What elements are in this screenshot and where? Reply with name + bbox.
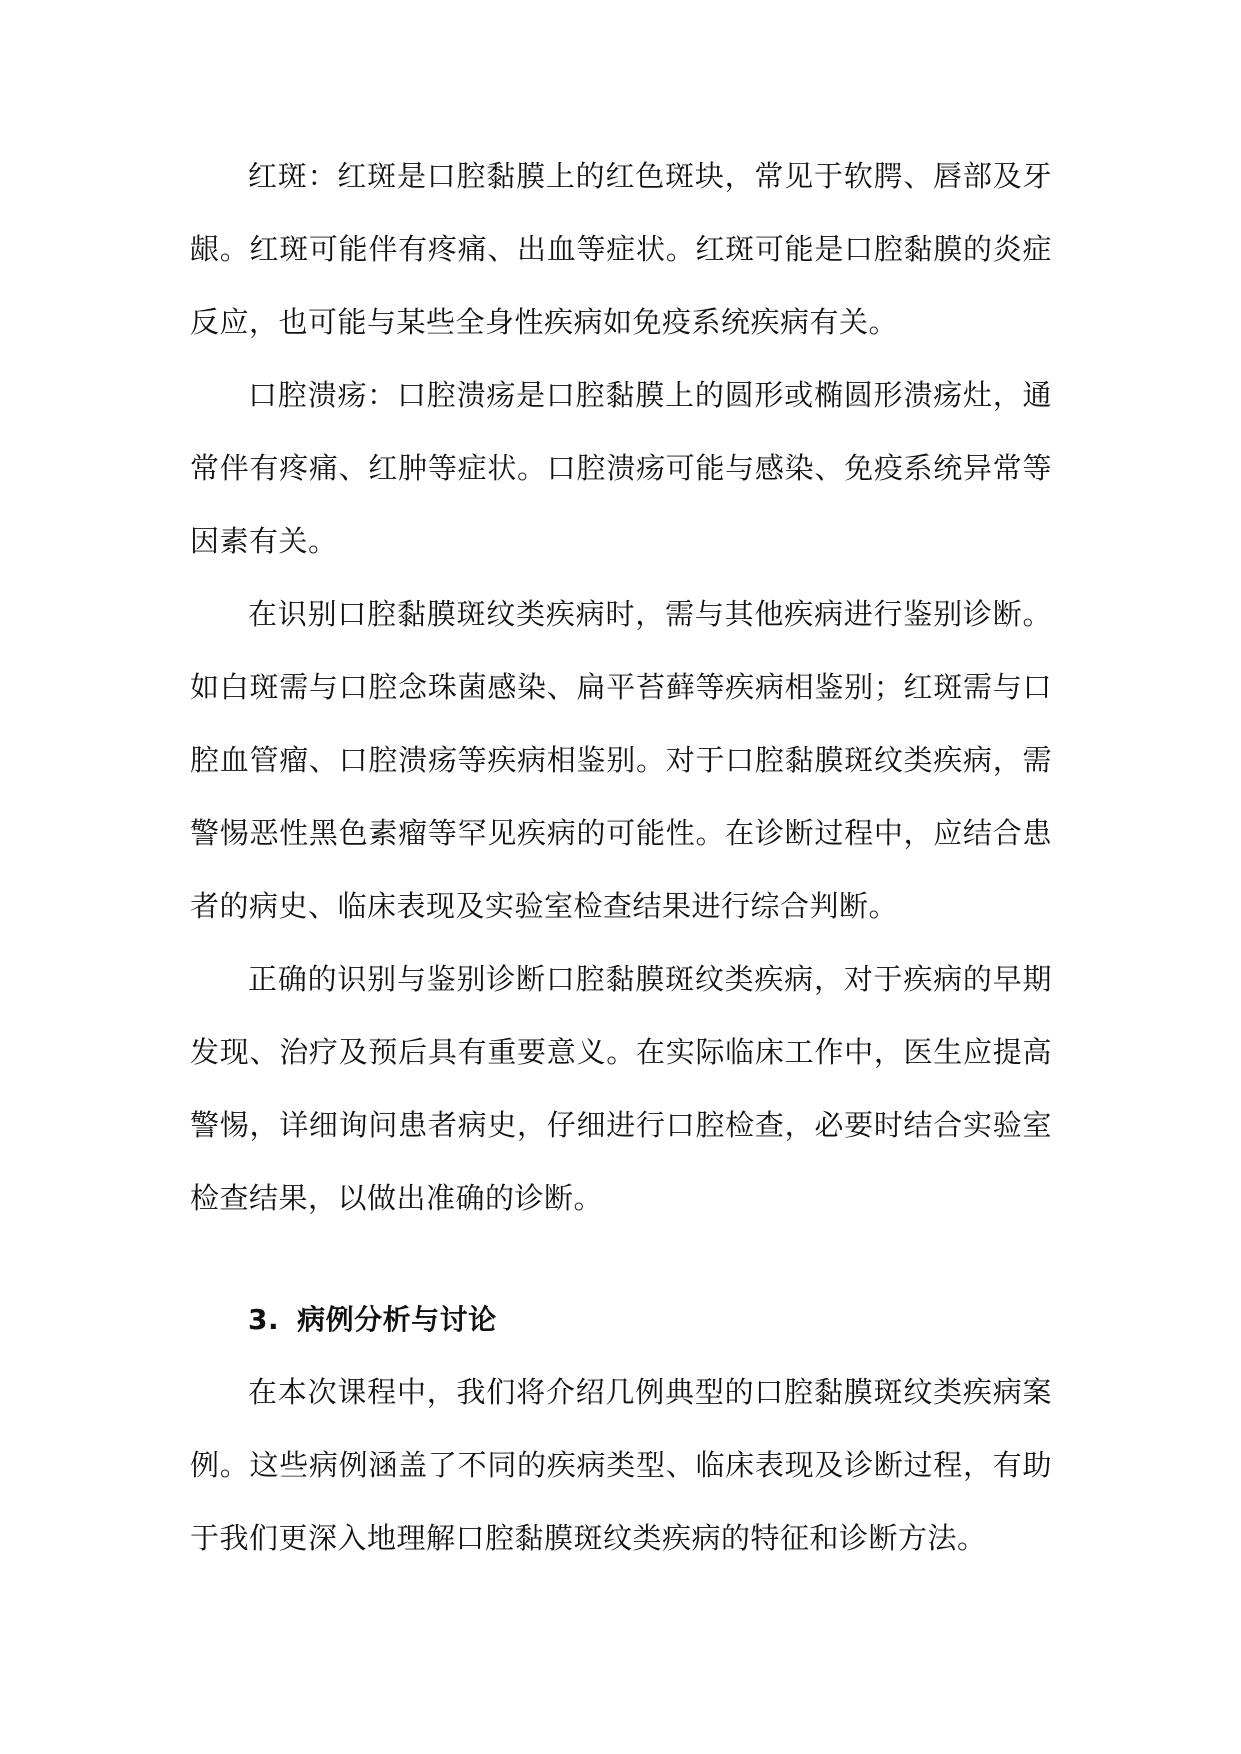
paragraph-erythema: 红斑：红斑是口腔黏膜上的红色斑块，常见于软腭、唇部及牙龈。红斑可能伴有疼痛、出血等症状。红斑可能是口腔黏膜的炎症反应，也可能与某些全身性疾病如免疫系统疾病有关。 (190, 159, 1052, 339)
document-body (190, 140, 1052, 1575)
section-title: 病例分析与讨论 (297, 1303, 497, 1336)
paragraph-diagnosis-importance: 正确的识别与鉴别诊断口腔黏膜斑纹类疾病，对于疾病的早期发现、治疗及预后具有重要意义。在实际临床工作中，医生应提高警惕，详细询问患者病史，仔细进行口腔检查，必要时结合实验室检查结果，以做出准确的诊断。 (190, 962, 1052, 1215)
section-heading (190, 1283, 1052, 1356)
paragraph-oral-ulcer: 口腔溃疡：口腔溃疡是口腔黏膜上的圆形或椭圆形溃疡灶，通常伴有疼痛、红肿等症状。口腔溃疡可能与感染、免疫系统异常等因素有关。 (190, 378, 1052, 558)
section-number: 3. (248, 1303, 280, 1336)
paragraph-case-intro: 在本次课程中，我们将介绍几例典型的口腔黏膜斑纹类疾病案例。这些病例涵盖了不同的疾病类型、临床表现及诊断过程，有助于我们更深入地理解口腔黏膜斑纹类疾病的特征和诊断方法。 (190, 1375, 1052, 1555)
paragraph-differential-diagnosis: 在识别口腔黏膜斑纹类疾病时，需与其他疾病进行鉴别诊断。如白斑需与口腔念珠菌感染、扁平苔藓等疾病相鉴别；红斑需与口腔血管瘤、口腔溃疡等疾病相鉴别。对于口腔黏膜斑纹类疾病，需警惕恶性黑色素瘤等罕见疾病的可能性。在诊断过程中，应结合患者的病史、临床表现及实验室检查结果进行综合判断。 (190, 597, 1052, 923)
